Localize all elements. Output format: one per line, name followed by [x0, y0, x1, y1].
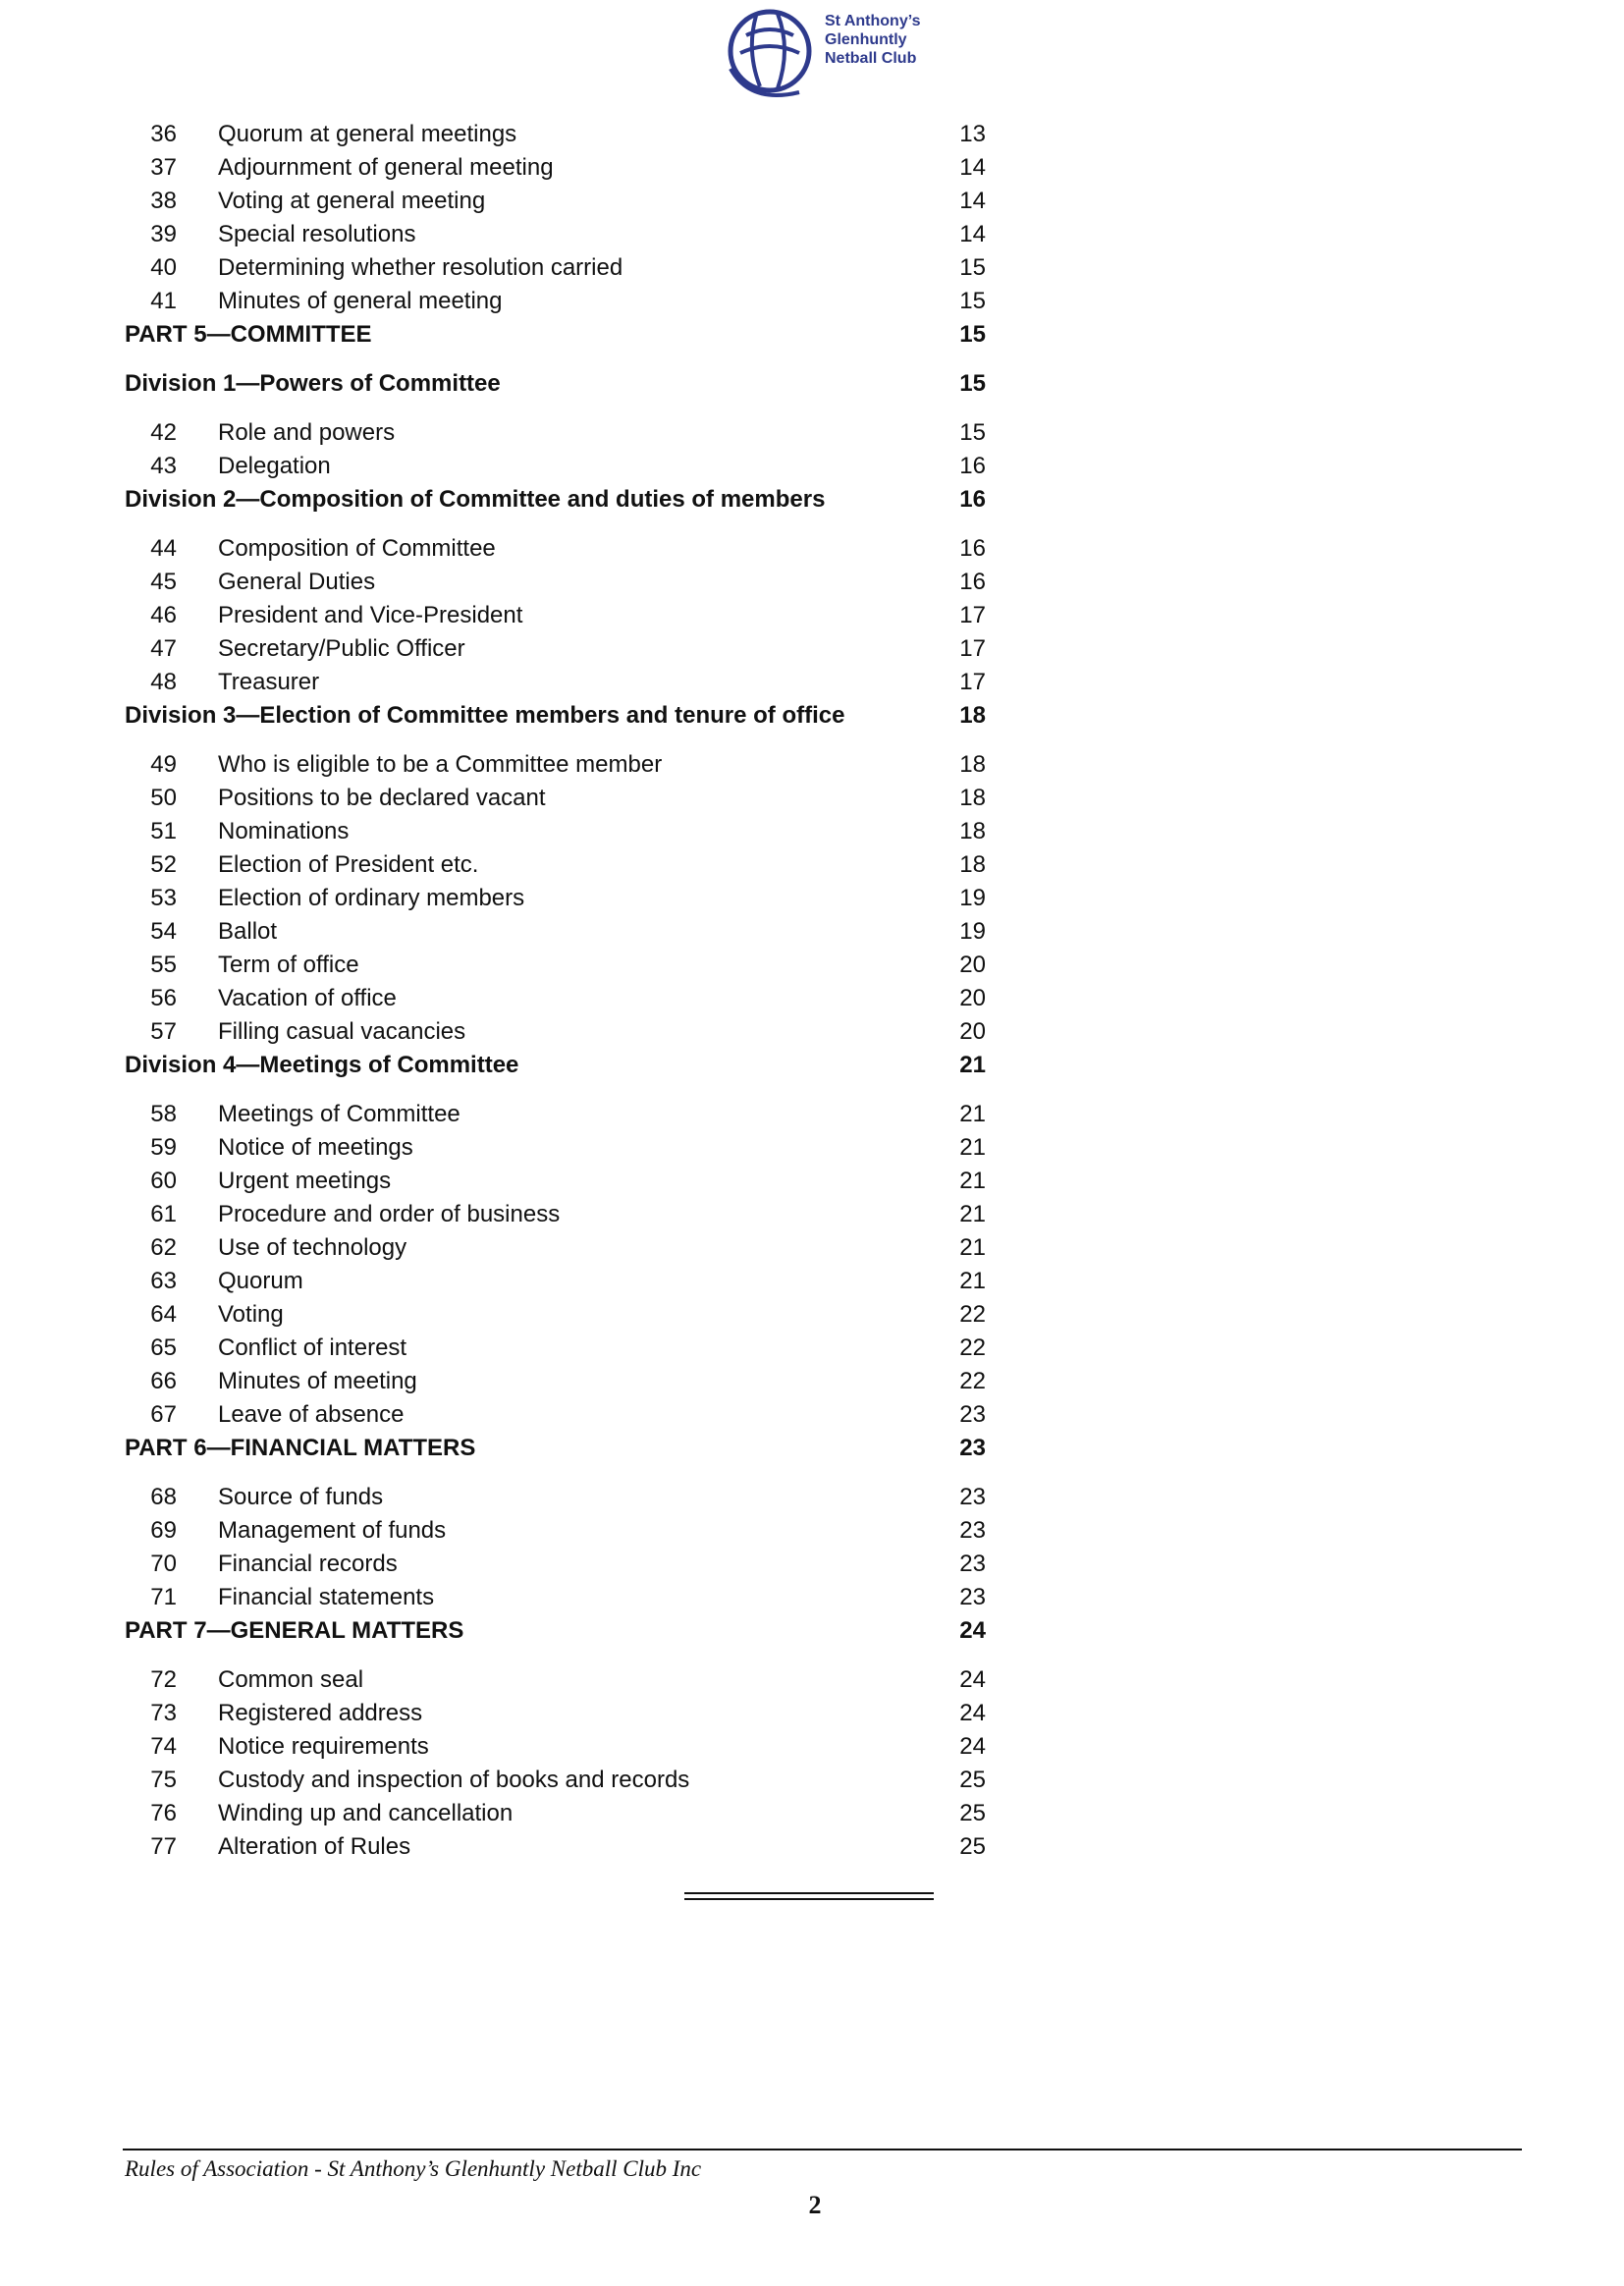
toc-entry	[0, 450, 1624, 483]
toc-entry-number: 42	[150, 419, 177, 446]
toc-page-number: 19	[959, 918, 986, 945]
toc-page-number: 13	[959, 121, 986, 147]
toc-entry	[0, 1165, 1624, 1198]
toc-page-number: 17	[959, 669, 986, 695]
toc-entry-title: Minutes of general meeting	[218, 288, 503, 314]
toc-entry	[0, 1231, 1624, 1265]
toc-entry-title: Voting	[218, 1301, 284, 1328]
toc-page-number: 23	[959, 1435, 986, 1461]
toc-entry-title: Election of ordinary members	[218, 885, 525, 911]
toc-entry-number: 39	[150, 221, 177, 247]
toc-entry-number: 44	[150, 535, 177, 562]
toc-heading	[0, 483, 1624, 517]
toc-entry-title: Election of President etc.	[218, 851, 479, 878]
toc-entry-number: 77	[150, 1833, 177, 1860]
toc-entry-number: 40	[150, 254, 177, 281]
toc-entry-title: Financial records	[218, 1551, 398, 1577]
toc-entry	[0, 1697, 1624, 1730]
toc-entry-number: 51	[150, 818, 177, 844]
toc-entry-title: Meetings of Committee	[218, 1101, 460, 1127]
toc-entry	[0, 1514, 1624, 1548]
toc-page-number: 14	[959, 154, 986, 181]
toc-entry-number: 74	[150, 1733, 177, 1760]
toc-page-number: 22	[959, 1301, 986, 1328]
toc-page-number: 21	[959, 1201, 986, 1227]
toc-entry-number: 61	[150, 1201, 177, 1227]
toc-entry-title: Treasurer	[218, 669, 320, 695]
toc-entry	[0, 599, 1624, 632]
toc-page-number: 25	[959, 1833, 986, 1860]
toc-entry-title: Quorum at general meetings	[218, 121, 517, 147]
toc-entry	[0, 815, 1624, 848]
toc-entry-title: Registered address	[218, 1700, 423, 1726]
footer-text: Rules of Association - St Anthony’s Glenhuntly Netball Club Inc	[125, 2156, 702, 2181]
toc-entry-title: Nominations	[218, 818, 350, 844]
toc-page-number: 23	[959, 1401, 986, 1428]
toc-page-number: 24	[959, 1617, 986, 1644]
toc-page-number: 21	[959, 1134, 986, 1161]
toc-entry-title: Voting at general meeting	[218, 188, 486, 214]
toc-entry-title: Special resolutions	[218, 221, 416, 247]
toc-heading	[0, 318, 1624, 352]
toc-entry	[0, 882, 1624, 915]
toc-entry	[0, 1830, 1624, 1864]
toc-entry-title: Ballot	[218, 918, 278, 945]
toc-entry-number: 54	[150, 918, 177, 945]
toc-entry	[0, 532, 1624, 566]
toc-entry-title: Urgent meetings	[218, 1168, 392, 1194]
toc-entry	[0, 782, 1624, 815]
toc-page-number: 16	[959, 486, 986, 513]
toc-entry	[0, 1548, 1624, 1581]
toc-entry	[0, 185, 1624, 218]
toc-entry-number: 57	[150, 1018, 177, 1045]
toc-entry-number: 37	[150, 154, 177, 181]
toc-heading	[0, 1049, 1624, 1082]
toc-entry-number: 65	[150, 1334, 177, 1361]
toc-entry-number: 50	[150, 785, 177, 811]
toc-page-number: 20	[959, 985, 986, 1011]
toc-entry	[0, 1797, 1624, 1830]
toc-entry	[0, 1298, 1624, 1332]
toc-entry-number: 47	[150, 635, 177, 662]
toc-page-number: 21	[959, 1268, 986, 1294]
toc-page-number: 17	[959, 602, 986, 628]
toc-entry	[0, 1481, 1624, 1514]
toc-heading-title: Division 3—Election of Committee members and tenure of office	[125, 702, 845, 729]
toc-entry	[0, 982, 1624, 1015]
toc-entry-title: Filling casual vacancies	[218, 1018, 466, 1045]
toc-entry-title: Delegation	[218, 453, 331, 479]
toc-page-number: 18	[959, 851, 986, 878]
toc-entry	[0, 1015, 1624, 1049]
toc-page-number: 23	[959, 1551, 986, 1577]
toc-heading	[0, 699, 1624, 733]
toc-entry-number: 66	[150, 1368, 177, 1394]
toc-entry	[0, 1663, 1624, 1697]
toc-entry-title: Vacation of office	[218, 985, 397, 1011]
toc-entry	[0, 1398, 1624, 1432]
toc-entry	[0, 949, 1624, 982]
toc-entry-number: 45	[150, 569, 177, 595]
toc-page-number: 18	[959, 751, 986, 778]
toc-entry-number: 60	[150, 1168, 177, 1194]
toc-entry	[0, 1581, 1624, 1614]
toc-page-number: 20	[959, 1018, 986, 1045]
toc-page-number: 15	[959, 288, 986, 314]
toc-entry-number: 62	[150, 1234, 177, 1261]
toc-entry-title: Common seal	[218, 1666, 364, 1693]
toc-entry	[0, 848, 1624, 882]
toc-heading	[0, 367, 1624, 401]
toc-entry	[0, 1265, 1624, 1298]
toc-entry-title: Leave of absence	[218, 1401, 405, 1428]
toc-entry	[0, 566, 1624, 599]
toc-entry-number: 55	[150, 952, 177, 978]
toc-entry-number: 49	[150, 751, 177, 778]
toc-page-number: 20	[959, 952, 986, 978]
toc-entry-number: 43	[150, 453, 177, 479]
toc-heading-title: PART 5—COMMITTEE	[125, 321, 372, 348]
toc-heading-title: PART 6—FINANCIAL MATTERS	[125, 1435, 476, 1461]
toc-entry-number: 56	[150, 985, 177, 1011]
footer-divider	[123, 2149, 1522, 2150]
toc-entry-title: Custody and inspection of books and records	[218, 1767, 690, 1793]
toc-page-number: 23	[959, 1584, 986, 1610]
toc-page-number: 19	[959, 885, 986, 911]
toc-entry-title: Conflict of interest	[218, 1334, 407, 1361]
toc-entry	[0, 1365, 1624, 1398]
toc-entry	[0, 1198, 1624, 1231]
toc-end-rule	[684, 1892, 934, 1900]
toc-entry-title: Alteration of Rules	[218, 1833, 411, 1860]
toc-entry-title: Role and powers	[218, 419, 396, 446]
toc-entry	[0, 1098, 1624, 1131]
toc-page-number: 21	[959, 1101, 986, 1127]
toc-entry-number: 76	[150, 1800, 177, 1826]
toc-heading-title: Division 2—Composition of Committee and duties of members	[125, 486, 826, 513]
toc-entry	[0, 416, 1624, 450]
toc-entry-number: 72	[150, 1666, 177, 1693]
toc-entry-number: 48	[150, 669, 177, 695]
page-number: 2	[808, 2191, 822, 2219]
toc-entry	[0, 218, 1624, 251]
toc-entry	[0, 915, 1624, 949]
logo-line: Glenhuntly	[825, 31, 907, 48]
logo-line: St Anthony’s	[825, 13, 921, 29]
toc-entry	[0, 1131, 1624, 1165]
toc-page-number: 22	[959, 1368, 986, 1394]
toc-entry-title: Source of funds	[218, 1484, 384, 1510]
toc-entry-title: Management of funds	[218, 1517, 447, 1544]
toc-entry-number: 75	[150, 1767, 177, 1793]
toc-entry-title: Use of technology	[218, 1234, 407, 1261]
toc-entry-title: General Duties	[218, 569, 376, 595]
toc-entry-number: 71	[150, 1584, 177, 1610]
toc-entry-number: 38	[150, 188, 177, 214]
toc-entry	[0, 632, 1624, 666]
toc-entry-number: 73	[150, 1700, 177, 1726]
toc-entry-number: 69	[150, 1517, 177, 1544]
toc-page-number: 18	[959, 785, 986, 811]
toc-heading-title: PART 7—GENERAL MATTERS	[125, 1617, 464, 1644]
toc-entry-title: Composition of Committee	[218, 535, 496, 562]
toc-page-number: 16	[959, 535, 986, 562]
toc-entry	[0, 748, 1624, 782]
toc-entry-number: 67	[150, 1401, 177, 1428]
toc-entry-number: 36	[150, 121, 177, 147]
toc-heading-title: Division 4—Meetings of Committee	[125, 1052, 519, 1078]
toc-page-number: 15	[959, 419, 986, 446]
toc-entry-title: Minutes of meeting	[218, 1368, 417, 1394]
toc-entry	[0, 1332, 1624, 1365]
toc-entry-number: 53	[150, 885, 177, 911]
toc-page-number: 21	[959, 1052, 986, 1078]
toc-entry-number: 59	[150, 1134, 177, 1161]
toc-page-number: 25	[959, 1800, 986, 1826]
toc-page-number: 21	[959, 1168, 986, 1194]
toc-page-number: 16	[959, 453, 986, 479]
toc-heading	[0, 1614, 1624, 1648]
toc-entry-number: 68	[150, 1484, 177, 1510]
toc-entry-number: 52	[150, 851, 177, 878]
toc-page-number: 22	[959, 1334, 986, 1361]
toc-page-number: 16	[959, 569, 986, 595]
toc-page-number: 25	[959, 1767, 986, 1793]
toc-page-number: 23	[959, 1517, 986, 1544]
toc-entry-title: Notice requirements	[218, 1733, 429, 1760]
toc-page-number: 18	[959, 702, 986, 729]
toc-entry-title: Positions to be declared vacant	[218, 785, 546, 811]
toc-entry-title: Quorum	[218, 1268, 303, 1294]
toc-page-number: 17	[959, 635, 986, 662]
toc-entry-number: 58	[150, 1101, 177, 1127]
toc-entry-title: President and Vice-President	[218, 602, 523, 628]
toc-page-number: 15	[959, 254, 986, 281]
toc-page-number: 24	[959, 1666, 986, 1693]
toc-entry	[0, 1730, 1624, 1764]
toc-page-number: 21	[959, 1234, 986, 1261]
toc-entry	[0, 666, 1624, 699]
toc-entry-title: Winding up and cancellation	[218, 1800, 514, 1826]
toc-entry	[0, 251, 1624, 285]
toc-page-number: 18	[959, 818, 986, 844]
toc-entry	[0, 285, 1624, 318]
toc-entry-title: Determining whether resolution carried	[218, 254, 623, 281]
toc-page-number: 14	[959, 188, 986, 214]
toc-page-number: 15	[959, 321, 986, 348]
toc-entry-title: Financial statements	[218, 1584, 435, 1610]
toc-entry-number: 64	[150, 1301, 177, 1328]
logo-line: Netball Club	[825, 50, 917, 67]
toc-page-number: 24	[959, 1700, 986, 1726]
toc-entry-number: 41	[150, 288, 177, 314]
toc-page-number: 24	[959, 1733, 986, 1760]
toc-page-number: 23	[959, 1484, 986, 1510]
toc-entry-title: Adjournment of general meeting	[218, 154, 554, 181]
toc-heading-title: Division 1—Powers of Committee	[125, 370, 501, 397]
toc-entry-number: 46	[150, 602, 177, 628]
toc-page-number: 15	[959, 370, 986, 397]
toc-entry	[0, 118, 1624, 151]
toc-entry-title: Procedure and order of business	[218, 1201, 561, 1227]
toc-heading	[0, 1432, 1624, 1465]
toc-entry-title: Secretary/Public Officer	[218, 635, 465, 662]
toc-entry-number: 63	[150, 1268, 177, 1294]
toc-entry-title: Term of office	[218, 952, 359, 978]
toc-entry-number: 70	[150, 1551, 177, 1577]
toc-entry-title: Notice of meetings	[218, 1134, 413, 1161]
toc-entry	[0, 151, 1624, 185]
toc-entry	[0, 1764, 1624, 1797]
toc-page-number: 14	[959, 221, 986, 247]
toc-entry-title: Who is eligible to be a Committee member	[218, 751, 663, 778]
